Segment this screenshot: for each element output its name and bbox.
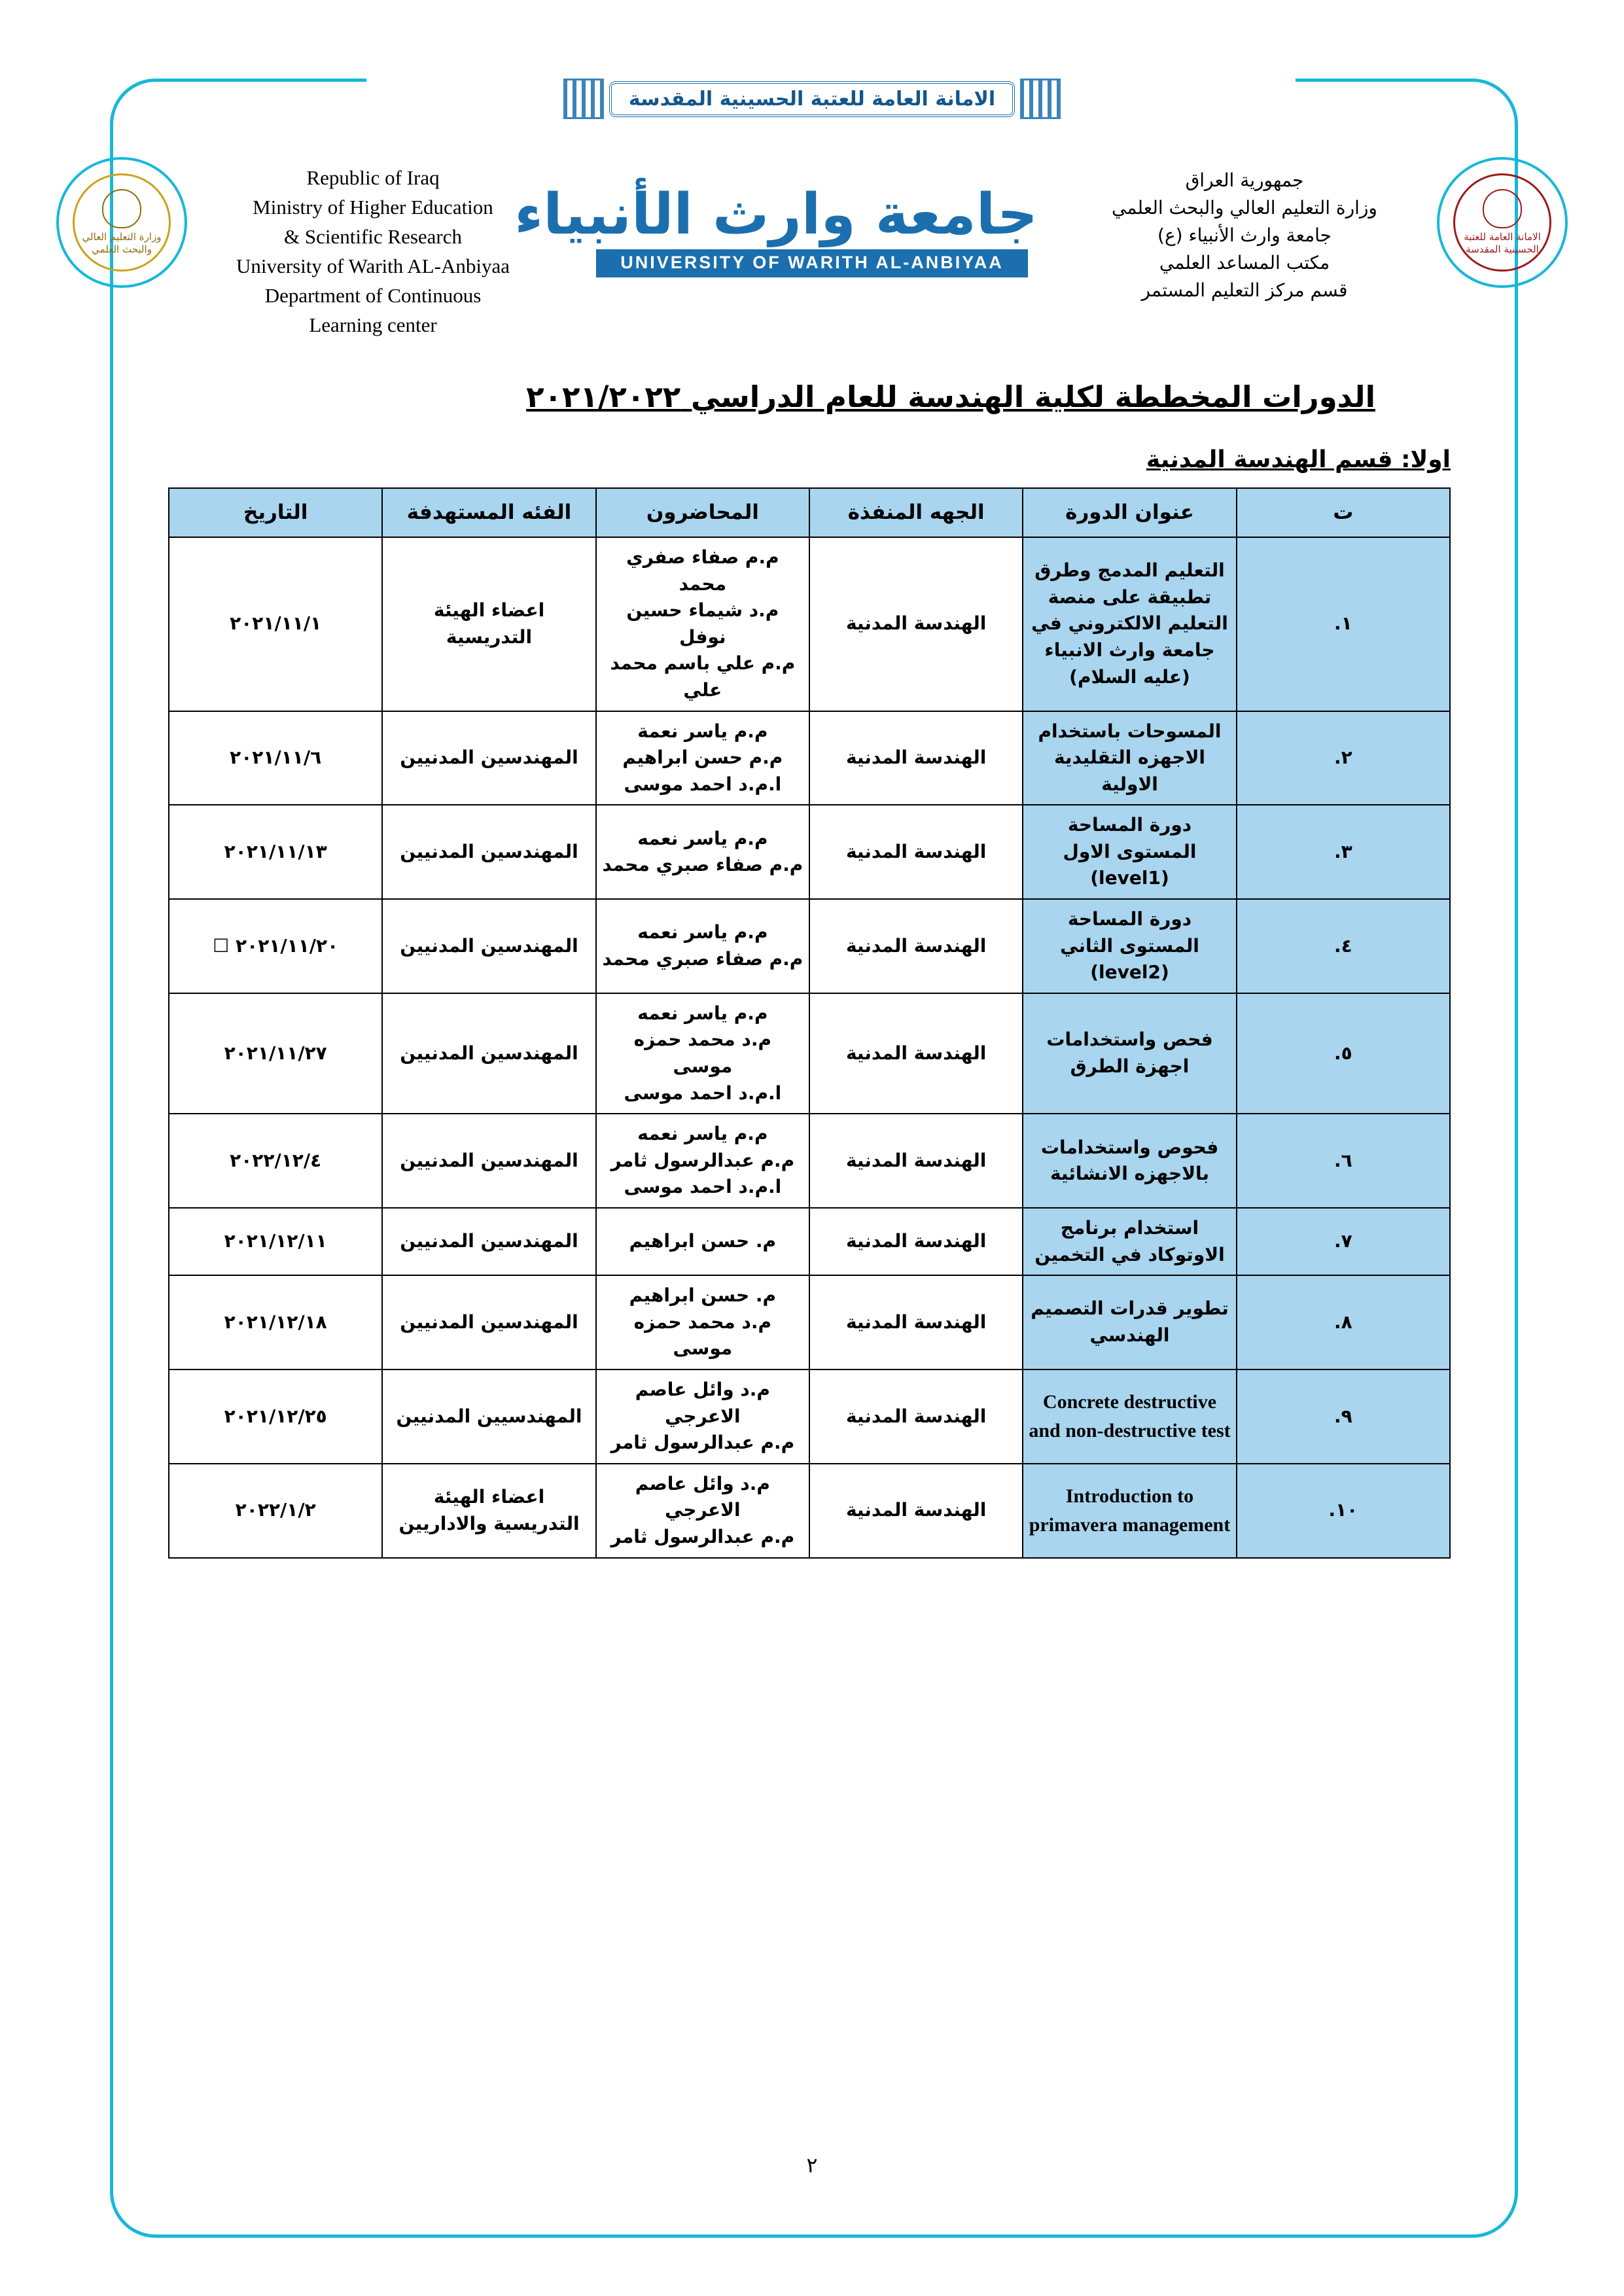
planned-courses-table bbox=[168, 487, 1451, 1559]
cell-date: ٢٠٢١/١٢/١٨ bbox=[169, 1275, 382, 1369]
document-header bbox=[0, 39, 1624, 336]
cell-index: ٢. bbox=[1237, 711, 1450, 805]
cell-course-title: Introduction to primavera management bbox=[1023, 1464, 1236, 1558]
cell-target-group: المهندسين المدنيين bbox=[382, 993, 595, 1114]
cell-lecturers: م.م ياسر نعمة م.م حسن ابراهيم ا.م.د احمد موسى bbox=[596, 711, 809, 805]
table-row bbox=[169, 1369, 1450, 1464]
cell-target-group: اعضاء الهيئة التدريسية bbox=[382, 537, 595, 711]
header-ar-line: مكتب المساعد العلمي bbox=[1159, 252, 1330, 274]
ornament-wing-left-icon bbox=[1020, 79, 1061, 119]
cell-index: ١٠. bbox=[1237, 1464, 1450, 1558]
cell-date: ٢٠٢١/١١/٢٠ ☐ bbox=[169, 899, 382, 993]
table-row bbox=[169, 1114, 1450, 1208]
cell-course-title: Concrete destructive and non-destructive test bbox=[1023, 1369, 1236, 1464]
shrine-emblem-icon bbox=[1483, 189, 1522, 228]
table-row bbox=[169, 711, 1450, 805]
cell-executing-body: الهندسة المدنية bbox=[809, 537, 1023, 711]
page-number: ٢ bbox=[806, 2153, 818, 2178]
cell-target-group: المهندسين المدنيين bbox=[382, 1208, 595, 1275]
header-en-line: University of Warith AL-Anbiyaa bbox=[236, 254, 510, 277]
page-title-text: الدورات المخططة لكلية الهندسة للعام الدراسي ٢٠٢١/٢٠٢٢ bbox=[526, 380, 1375, 414]
cell-executing-body: الهندسة المدنية bbox=[809, 805, 1023, 899]
cell-executing-body: الهندسة المدنية bbox=[809, 1464, 1023, 1558]
column-header-course-title: عنوان الدورة bbox=[1023, 488, 1236, 537]
cell-executing-body: الهندسة المدنية bbox=[809, 1208, 1023, 1275]
cell-target-group: المهندسين المدنيين bbox=[382, 1275, 595, 1369]
column-header-lecturers: المحاضرون bbox=[596, 488, 809, 537]
cell-date: ٢٠٢٢/١٢/٤ bbox=[169, 1114, 382, 1208]
shrine-seal-text: الامانة العامة للعتبة الحسينية المقدسة bbox=[1464, 231, 1541, 255]
cell-executing-body: الهندسة المدنية bbox=[809, 1275, 1023, 1369]
header-en-line: & Scientific Research bbox=[283, 224, 462, 248]
header-ar-line: وزارة التعليم العالي والبحث العلمي bbox=[1112, 197, 1377, 219]
cell-index: ٧. bbox=[1237, 1208, 1450, 1275]
cell-lecturers: م.م ياسر نعمه م.م صفاء صبري محمد bbox=[596, 899, 809, 993]
ministry-seal bbox=[56, 157, 187, 288]
table-header-row bbox=[169, 488, 1450, 537]
header-english-block bbox=[190, 164, 556, 340]
table-row bbox=[169, 899, 1450, 993]
cell-lecturers: م.م ياسر نعمه م.د محمد حمزه موسى ا.م.د احمد موسى bbox=[596, 993, 809, 1114]
cell-date: ٢٠٢٢/١/٢ bbox=[169, 1464, 382, 1558]
cell-date: ٢٠٢١/١٢/٢٥ bbox=[169, 1369, 382, 1464]
cell-course-title: تطوير قدرات التصميم الهندسي bbox=[1023, 1275, 1236, 1369]
cell-index: ٥. bbox=[1237, 993, 1450, 1114]
column-header-executing-body: الجهه المنفذة bbox=[809, 488, 1023, 537]
cell-index: ٩. bbox=[1237, 1369, 1450, 1464]
table-row bbox=[169, 1275, 1450, 1369]
column-header-date: التاريخ bbox=[169, 488, 382, 537]
cell-course-title: دورة المساحة المستوى الثاني (level2) bbox=[1023, 899, 1236, 993]
header-en-line: Ministry of Higher Education bbox=[253, 195, 493, 219]
cell-target-group: المهندسين المدنيين bbox=[382, 711, 595, 805]
cell-lecturers: م. حسن ابراهيم م.د محمد حمزه موسى bbox=[596, 1275, 809, 1369]
cell-index: ٦. bbox=[1237, 1114, 1450, 1208]
header-ornament bbox=[563, 79, 1061, 119]
cell-course-title: المسوحات باستخدام الاجهزه التقليدية الاولية bbox=[1023, 711, 1236, 805]
cell-course-title: فحوص واستخدامات بالاجهزه الانشائية bbox=[1023, 1114, 1236, 1208]
table-row bbox=[169, 805, 1450, 899]
cell-executing-body: الهندسة المدنية bbox=[809, 711, 1023, 805]
cell-lecturers: م.د وائل عاصم الاعرجي م.م عبدالرسول ثامر bbox=[596, 1369, 809, 1464]
cell-course-title: دورة المساحة المستوى الاول (level1) bbox=[1023, 805, 1236, 899]
cell-index: ٤. bbox=[1237, 899, 1450, 993]
cell-course-title: استخدام برنامج الاوتوكاد في التخمين bbox=[1023, 1208, 1236, 1275]
table-row bbox=[169, 993, 1450, 1114]
cell-date: ٢٠٢١/١١/٦ bbox=[169, 711, 382, 805]
university-logo-english: UNIVERSITY OF WARITH AL-ANBIYAA bbox=[596, 249, 1028, 277]
ornament-wing-right-icon bbox=[563, 79, 604, 119]
header-ar-line: قسم مركز التعليم المستمر bbox=[1141, 279, 1348, 301]
page-title bbox=[526, 380, 1375, 414]
ministry-seal-text: وزارة التعليم العالي والبحث العلمي bbox=[82, 231, 162, 255]
header-ar-line: جمهورية العراق bbox=[1185, 169, 1304, 191]
cell-target-group: المهندسين المدنيين bbox=[382, 1114, 595, 1208]
cell-lecturers: م.م ياسر نعمه م.م عبدالرسول ثامر ا.م.د احمد موسى bbox=[596, 1114, 809, 1208]
cell-date: ٢٠٢١/١١/١٣ bbox=[169, 805, 382, 899]
cell-lecturers: م. حسن ابراهيم bbox=[596, 1208, 809, 1275]
university-logo bbox=[514, 182, 1038, 277]
cell-lecturers: م.م صفاء صفري محمد م.د شيماء حسين نوفل م.م علي باسم محمد علي bbox=[596, 537, 809, 711]
column-header-index: ت bbox=[1237, 488, 1450, 537]
cell-course-title: التعليم المدمج وطرق تطبيقة على منصة التعليم الالكتروني في جامعة وارث الانبياء (عليه السلام) bbox=[1023, 537, 1236, 711]
cell-target-group: المهندسيين المدنيين bbox=[382, 1369, 595, 1464]
cell-course-title: فحص واستخدامات اجهزة الطرق bbox=[1023, 993, 1236, 1114]
column-header-target-group: الفئه المستهدفة bbox=[382, 488, 595, 537]
section-heading: اولا: قسم الهندسة المدنية bbox=[1146, 446, 1451, 473]
table-row bbox=[169, 1208, 1450, 1275]
cell-index: ٨. bbox=[1237, 1275, 1450, 1369]
cell-index: ١. bbox=[1237, 537, 1450, 711]
cell-executing-body: الهندسة المدنية bbox=[809, 1369, 1023, 1464]
cell-lecturers: م.م ياسر نعمه م.م صفاء صبري محمد bbox=[596, 805, 809, 899]
cell-target-group: اعضاء الهيئة التدريسية والاداريين bbox=[382, 1464, 595, 1558]
cell-target-group: المهندسين المدنيين bbox=[382, 805, 595, 899]
cell-target-group: المهندسين المدنيين bbox=[382, 899, 595, 993]
ministry-emblem-icon bbox=[102, 189, 141, 228]
cell-index: ٣. bbox=[1237, 805, 1450, 899]
shrine-authority-name: الامانة العامة للعتبة الحسينية المقدسة bbox=[609, 81, 1015, 117]
header-ar-line: جامعة وارث الأنبياء (ع) bbox=[1157, 224, 1332, 246]
cell-date: ٢٠٢١/١١/١ bbox=[169, 537, 382, 711]
cell-executing-body: الهندسة المدنية bbox=[809, 993, 1023, 1114]
cell-date: ٢٠٢١/١١/٢٧ bbox=[169, 993, 382, 1114]
header-arabic-block bbox=[1061, 167, 1428, 304]
header-en-line: Republic of Iraq bbox=[306, 166, 440, 189]
cell-executing-body: الهندسة المدنية bbox=[809, 1114, 1023, 1208]
shrine-seal bbox=[1437, 157, 1568, 288]
table-row bbox=[169, 1464, 1450, 1558]
cell-date: ٢٠٢١/١٢/١١ bbox=[169, 1208, 382, 1275]
table-body bbox=[169, 537, 1450, 1558]
cell-lecturers: م.د وائل عاصم الاعرجي م.م عبدالرسول ثامر bbox=[596, 1464, 809, 1558]
table-row bbox=[169, 537, 1450, 711]
header-en-line: Department of Continuous bbox=[264, 283, 482, 307]
university-logo-arabic: جامعة وارث الأنبياء bbox=[514, 182, 1038, 247]
cell-executing-body: الهندسة المدنية bbox=[809, 899, 1023, 993]
header-en-line: Learning center bbox=[309, 313, 437, 336]
